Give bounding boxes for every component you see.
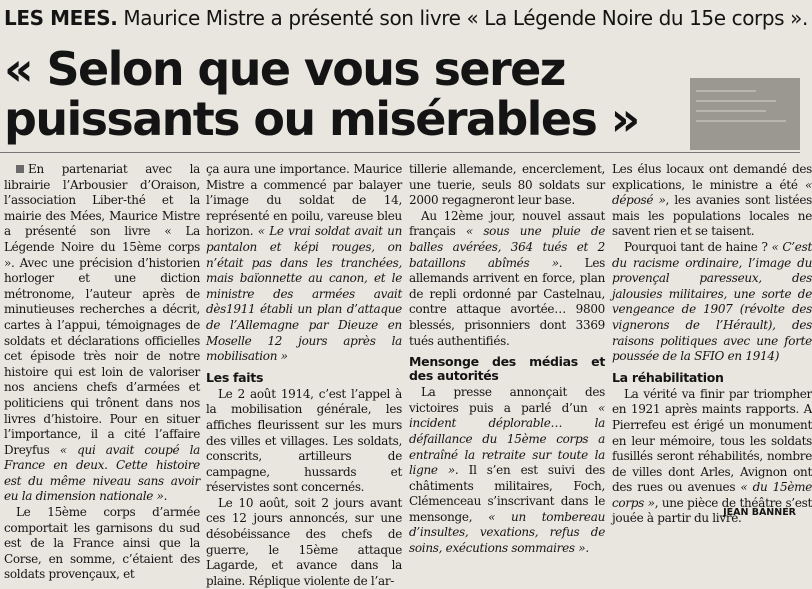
paragraph: ça aura une importance. Maurice Mistre a commencé par balayer l’image du soldat de 14, représenté en poilu, vareuse bleu horizon. « Le vrai soldat avait un pantalon et képi rouges, on n’était pas dans les tranchées, mais baïonnette au canon, et le ministre des armées avait dès1911 établi un plan d’attaque de l’Allemagne par Dieuze en Moselle 12 jours après la mobilisation » bbox=[206, 162, 403, 364]
subheading-rehabilitation: La réhabilitation bbox=[612, 369, 724, 385]
photo-text-line bbox=[696, 100, 776, 102]
paragraph: Au 12ème jour, nouvel assaut français « sous une pluie de balles avérées, 364 tués et 2 bataillons abîmés ». Les allemands arrivent en force, plan de repli ordonné par Castelnau, contre attaque avortée… 9800 blessés, prisonniers dont 3369 tués authentifiés. bbox=[409, 208, 606, 348]
paragraph: Le 10 août, soit 2 jours avant ces 12 jours annoncés, sur une désobéissance des chefs de guerre, le 15ème attaque Lagarde, et avance dans la plaine. Réplique violente de l’ar- bbox=[206, 495, 402, 588]
paragraph: La presse annonçait des victoires puis a parlé d’un « incident déplorable… la défaillance du 15ème corps a entraîné la retraite sur toute la ligne ». Il s’en est suivi des châtiments militaires, Foch, Clémenceau s’inscrivant dans le mensonge, « un tombereau d’insultes, vexations, refus de soins, exécutions sommaires ». bbox=[409, 385, 606, 556]
photo-text-line bbox=[696, 90, 756, 92]
subheading-les-faits: Les faits bbox=[206, 369, 264, 385]
column-4 bbox=[612, 162, 812, 527]
column-3 bbox=[409, 162, 605, 557]
kicker-text: Maurice Mistre a présenté son livre « La Légende Noire du 15e corps ». bbox=[123, 6, 808, 30]
photo-text-line bbox=[696, 110, 766, 112]
byline: JEAN BANNER bbox=[723, 507, 796, 518]
paragraph: La vérité va finir par triompher en 1921 après maints rapports. A Pierrefeu est érigé un monument en leur mémoire, tous les soldats fusillés seront réhabilités, nombre de villes dont Arles, Avignon ont des rues ou avenues « du 15ème corps », une pièce de théâtre s’est jouée à partir du livre. bbox=[612, 386, 812, 526]
kicker bbox=[4, 6, 808, 30]
column-2 bbox=[206, 162, 402, 589]
headline-line-2: puissants ou misérables » bbox=[4, 92, 639, 146]
paragraph: Le 15ème corps d’armée comportait les garnisons du sud est de la France ainsi que la Corse, en somme, c’étaient des soldats provençaux, et bbox=[4, 505, 200, 582]
paragraph: Pourquoi tant de haine ? « C’est du racisme ordinaire, l’image du provençal paresseux, des jalousies militaires, une sorte de vengeance de 1907 (révolte des vignerons de l’Hérault), des raisons politiques avec une forte poussée de la SFIO en 1914) bbox=[612, 239, 812, 364]
square-bullet-icon bbox=[16, 165, 24, 173]
subheading-mensonge: Mensonge des médias et des autorités bbox=[409, 354, 605, 384]
paragraph: En partenariat avec la librairie l’Arbousier d’Oraison, l’association Liber-thé et la mairie des Mées, Maurice Mistre a présenté son livre « La Légende Noire du 15ème corps ». Avec une précision d’historien horloger et une diction métronome, l’auteur après de minutieuses recherches a décrit, cartes à l’appui, témoignages de soldats et déclarations officielles cet épisode très noir de notre histoire qui est loin de valoriser nos anciens chefs d’armées et politiciens qui trônent dans nos livres d’histoire. Pour en situer l’importance, il a cité l’affaire Dreyfus « qui avait coupé la France en deux. Cette histoire est du même niveau sans avoir eu la dimension nationale ». bbox=[4, 162, 201, 504]
paragraph: Le 2 août 1914, c’est l’appel à la mobilisation générale, les affiches fleurissent sur les murs des villes et villages. Les soldats, conscrits, artilleurs de campagne, hussards et réservistes sont concernés. bbox=[206, 386, 402, 495]
paragraph: Les élus locaux ont demandé des explications, le ministre a été « déposé », les avanies sont listées mais les populations locales ne savent rien et se taisent. bbox=[612, 162, 812, 239]
headline bbox=[4, 44, 639, 144]
kicker-location: LES MEES. bbox=[4, 6, 118, 30]
photo-fragment bbox=[690, 78, 800, 150]
column-1 bbox=[4, 162, 200, 583]
headline-line-1: « Selon que vous serez bbox=[4, 42, 565, 96]
photo-text-line bbox=[696, 120, 786, 122]
headline-divider bbox=[0, 152, 800, 153]
paragraph: tillerie allemande, encerclement, une tuerie, seuls 80 soldats sur 2000 regagneront leur base. bbox=[409, 162, 605, 208]
